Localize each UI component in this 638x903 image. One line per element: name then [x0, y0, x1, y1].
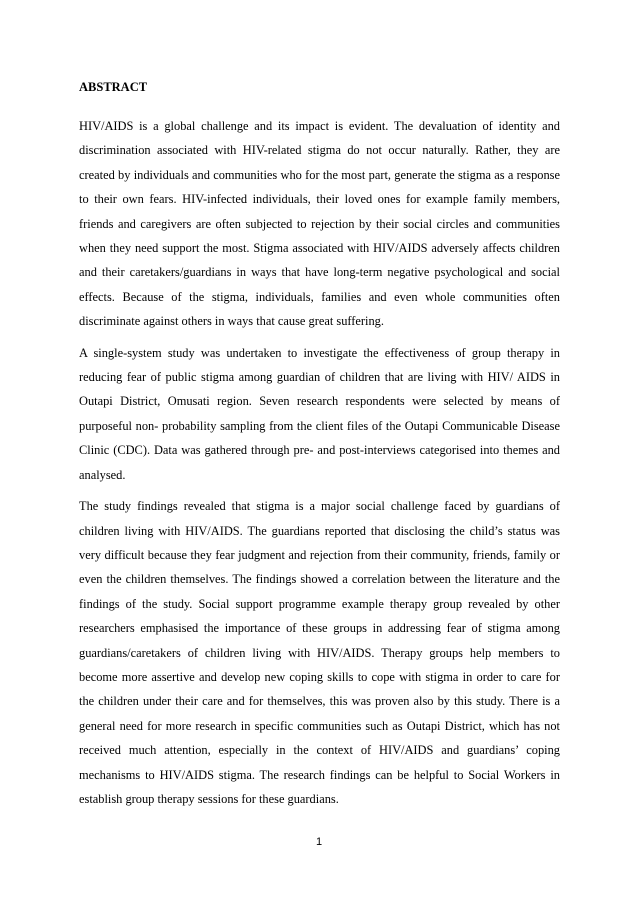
page-content	[79, 78, 560, 818]
page-number: 1	[315, 836, 323, 848]
abstract-heading: ABSTRACT	[79, 80, 148, 94]
abstract-paragraph-1: HIV/AIDS is a global challenge and its impact is evident. The devaluation of identity and discrimination associated with HIV-related stigma do not occur naturally. Rather, they are created by individuals and communities who for the most part, generate the stigma as a response to their own fears. HIV-infected individuals, their loved ones for example family members, friends and caregivers are often subjected to rejection by their social circles and communities when they need support the most. Stigma associated with HIV/AIDS adversely affects children and their caretakers/guardians in ways that have long-term negative psychological and social effects. Because of the stigma, individuals, families and even whole communities often discriminate against others in ways that cause great suffering.	[79, 119, 560, 329]
abstract-paragraph-2: A single-system study was undertaken to investigate the effectiveness of group therapy in reducing fear of public stigma among guardian of children that are living with HIV/ AIDS in Outapi District, Omusati region. Seven research respondents were selected by means of purposeful non- probability sampling from the client files of the Outapi Communicable Disease Clinic (CDC). Data was gathered through pre- and post-interviews categorised into themes and analysed.	[79, 345, 560, 482]
abstract-paragraph-3: The study findings revealed that stigma is a major social challenge faced by guardians of children living with HIV/AIDS. The guardians reported that disclosing the child’s status was very difficult because they fear judgment and rejection from their community, friends, family or even the children themselves. The findings showed a correlation between the literature and the findings of the study. Social support programme example therapy group revealed by other researchers emphasised the importance of these groups in addressing fear of stigma among guardians/caretakers of children living with HIV/AIDS. Therapy groups help members to become more assertive and develop new coping skills to cope with stigma in order to care for the children under their care and for themselves, this was proven also by this study. There is a general need for more research in specific communities such as Outapi District, which has not received much attention, especially in the context of HIV/AIDS and guardians’ coping mechanisms to HIV/AIDS stigma. The research findings can be helpful to Social Workers in establish group therapy sessions for these guardians.	[79, 499, 560, 806]
